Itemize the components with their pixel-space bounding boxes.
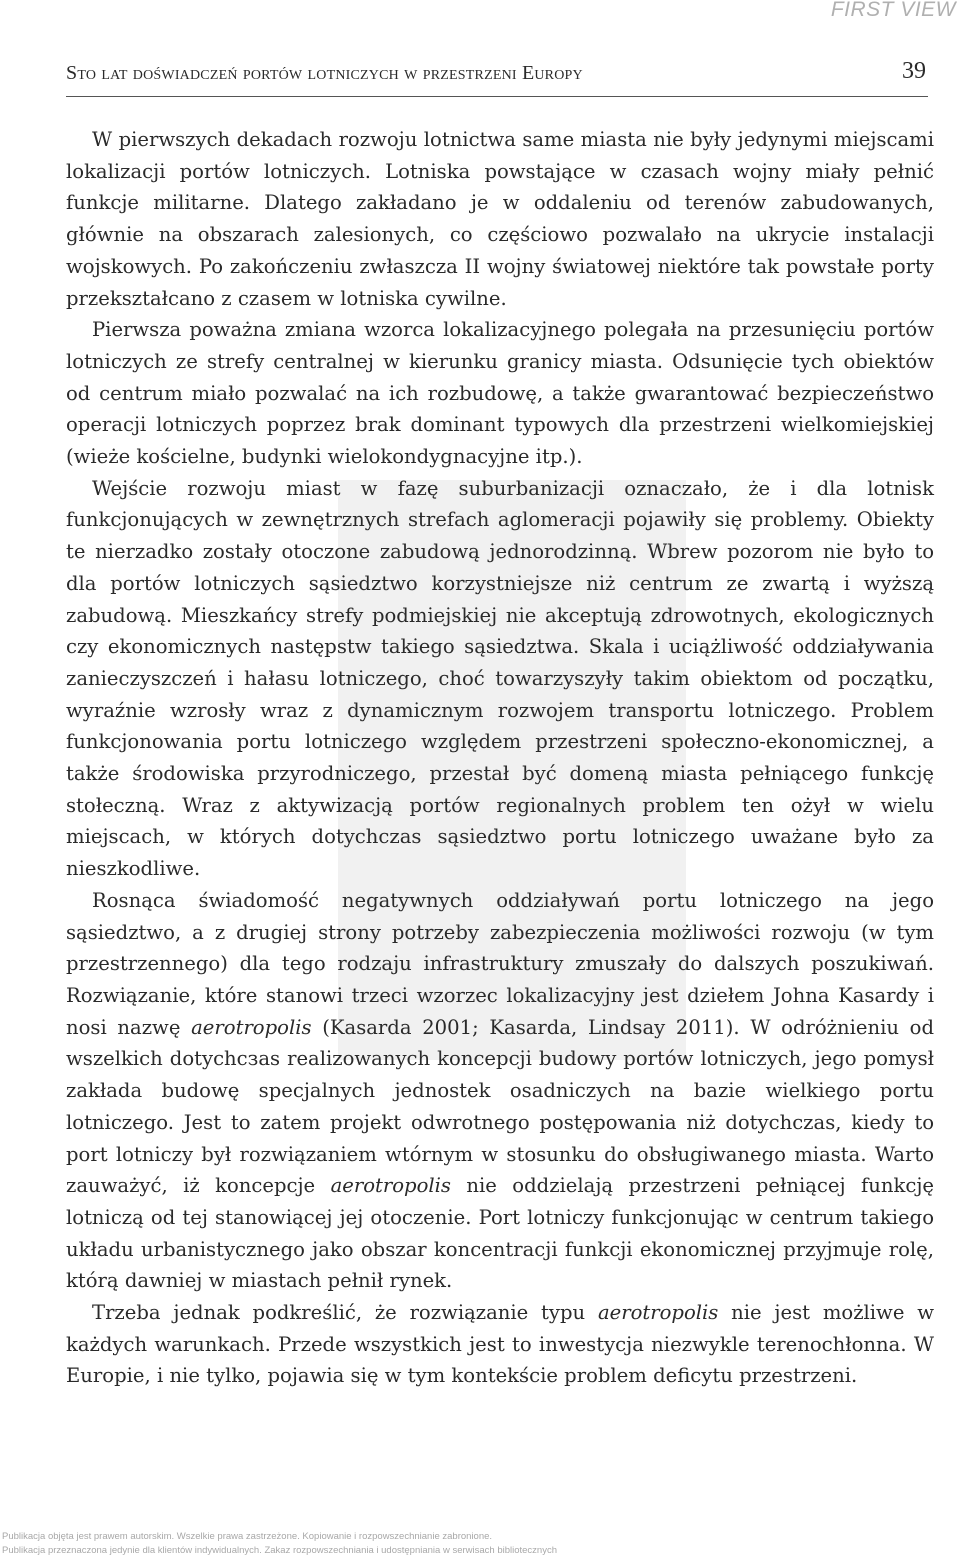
running-title: Sto lat doświadczeń portów lotniczych w przestrzeni Europy: [66, 62, 583, 84]
page-number: 39: [902, 58, 926, 84]
italic-term: aerotropolis: [191, 1015, 312, 1039]
first-view-banner: FIRST VIEW: [830, 0, 956, 21]
paragraph-2: Pierwsza poważna zmiana wzorca lokalizacyjnego polegała na przesunięciu portów lotniczych ze strefy centralnej w kierunku granicy miasta. Odsunięcie tych obiektów od centrum miało pozwalać na ich rozbudowę, a także gwarantować bezpieczeństwo operacji lotniczych poprzez brak dominant typowych dla przestrzeni wielkomiejskiej (wieże kościelne, budynki wielokondygnacyjne itp.).: [66, 318, 934, 469]
paragraph-3: Wejście rozwoju miast w fazę suburbanizacji oznaczało, że i dla lotnisk funkcjonujących w zewnętrznych strefach aglomeracji pojawiły się problemy. Obiekty te nierzadko zostały otoczone zabudową jednorodzinną. Wbrew pozorom nie było to dla portów lotniczych sąsiedztwo korzystniejsze niż centrum ze zwartą i wyższą zabudową. Mieszkańcy strefy podmiejskiej nie akceptują zdrowotnych, ekologicznych czy ekonomicznych następstw takiego sąsiedztwa. Skala i uciążliwość oddziaływania zanieczyszczeń i hałasu lotniczego, choć towarzyszyły takim obiektom od początku, wyraźnie wzrosły wraz z dynamicznym rozwojem transportu lotniczego. Problem funkcjonowania portu lotniczego względem przestrzeni społeczno-ekonomicznej, a także środowiska przyrodniczego, przestał być domeną miasta pełniącego funkcję stołeczną. Wraz z aktywizacją portów regionalnych problem ten ożył w wielu miejscach, w których dotychczas sąsiedztwo portu lotniczego uważane było za nieszkodliwe.: [66, 476, 934, 881]
body-text: [66, 124, 934, 1392]
paragraph-4: Rosnąca świadomość negatywnych oddziaływań portu lotniczego na jego sąsiedztwo, a z drugiej strony potrzeby zabezpieczenia możliwości rozwoju (w tym przestrzennego) dla tego rodzaju infrastruktury zmuszały do dalszych poszukiwań. Rozwiązanie, które stanowi trzeci wzorzec lokalizacyjny jest dziełem Johna Kasardy i nosi nazwę aerotropolis (Kasarda 2001; Kasarda, Lindsay 2011). W odróżnieniu od wszelkich dotychcзas realizowanych koncepcji budowy portów lotniczych, jego pomysł zakłada budowę specjalnych jednostek osadniczych na bazie wielkiego portu lotniczego. Jest to zatem projekt odwrotnego postępowania niż dotychczas, kiedy to port lotniczy był rozwiązaniem wtórnym w stosunku do obsługiwanego miasta. Warto zauważyć, iż koncepcje aerotropolis nie oddzielają przestrzeni pełniącej funkcję lotniczą od tej stanowiącej jej otoczenie. Port lotniczy funkcjonując w centrum takiego układu urbanistycznego jako obszar koncentracji funkcji ekonomicznej przyjmuje rolę, którą dawniej w miastach pełnił rynek.: [66, 888, 935, 1293]
italic-term: aerotropolis: [597, 1301, 719, 1325]
copyright-line-2: Publikacja przeznaczona jedynie dla klientów indywidualnych. Zakaz rozpowszechniania i udostępniania w serwisach bibliotecznych: [2, 1544, 557, 1556]
running-header: [66, 56, 928, 97]
italic-term: aerotropolis: [330, 1174, 451, 1198]
copyright-line-1: Publikacja objęta jest prawem autorskim. Wszelkie prawa zastrzeżone. Kopiowanie i rozpowszechnianie zabronione.: [2, 1531, 493, 1542]
copyright-footer: [2, 1530, 557, 1557]
paragraph-5: Trzeba jednak podkreślić, że rozwiązanie typu aerotropolis nie jest możliwe w każdych warunkach. Przede wszystkich jest to inwestycja niezwykle terenochłonna. W Europie, i nie tylko, pojawia się w tym kontekście problem deficytu przestrzeni.: [66, 1301, 934, 1388]
paragraph-1: W pierwszych dekadach rozwoju lotnictwa same miasta nie były jedynymi miejscami lokalizacji portów lotniczych. Lotniska powstające w czasach wojny miały pełnić funkcje militarne. Dlatego zakładano je w oddaleniu od terenów zabudowanych, głównie na obszarach zalesionych, co częściowo pozwalało na ukrycie instalacji wojskowych. Po zakończeniu zwłaszcza II wojny światowej niektóre tak powstałe porty przekształcano z czasem w lotniska cywilne.: [66, 128, 934, 310]
